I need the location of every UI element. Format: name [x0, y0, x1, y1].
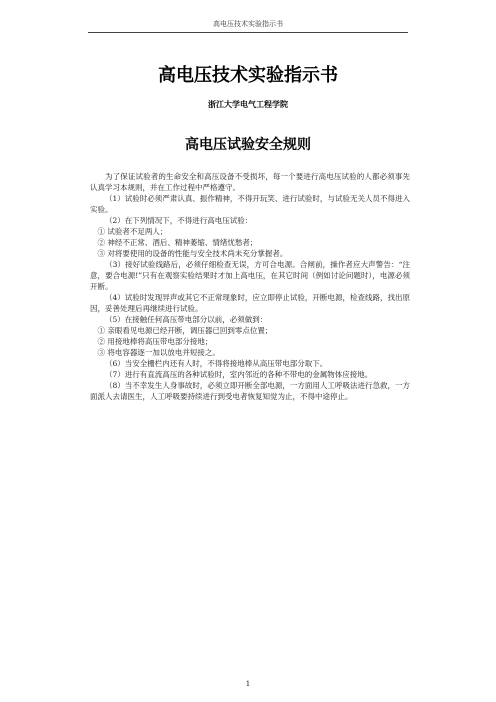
rule-5-item-2: ② 用接地棒将高压带电部分接地； [97, 337, 213, 346]
document-title: 高电压技术实验指示书 [158, 65, 338, 86]
rule-4-paragraph: （4）试验时发现异声或其它不正常现象时，应立即停止试验，开断电源，检查线路，找出原因，妥善处理后再继续进行试验。 [90, 293, 410, 313]
rule-2-item-3: ③ 对将要使用的设备的性能与安全技术尚未充分掌握者。 [97, 249, 288, 258]
section-title: 高电压试验安全规则 [185, 137, 311, 153]
body-text [90, 171, 410, 402]
rule-1-paragraph: （1）试验时必须严肃认真、振作精神，不得开玩笑、进行试验时，与试验无关人员不得进入实验。 [90, 194, 410, 214]
rule-6-paragraph: （6）当安全栅栏内还有人时，不得将接地棒从高压带电部分取下。 [105, 359, 328, 368]
rule-2-paragraph: （2）在下列情况下，不得进行高电压试验： [105, 216, 253, 225]
rule-5-paragraph: （5）在接触任何高压带电部分以前，必须做到： [105, 315, 268, 324]
rule-5-item-1: ① 亲眼看见电源已经开断，调压器已回到零点位置； [97, 326, 273, 335]
rule-2-item-2: ② 神经不正常、酒后、精神萎缩、情绪忧愁者； [97, 238, 258, 247]
affiliation: 浙江大学电气工程学院 [208, 100, 288, 109]
rule-3-paragraph: （3）接好试验线路后，必须仔细检查无误，方可合电源。合闸前，操作者应大声警告：“注意，要合电源!”只有在观察实验结果时才加上高电压，在其它时间（例如讨论问题时），电源必须开断。 [90, 260, 410, 291]
rule-5-item-3: ③ 将电容器逐一加以放电并短接之。 [97, 348, 220, 357]
rule-7-paragraph: （7）进行有直流高压的各种试验时，室内邻近的各种不带电的金属物体应接地。 [105, 370, 373, 379]
page-number: 1 [245, 680, 251, 688]
header-rule [88, 32, 408, 33]
rule-8-paragraph: （8）当不幸发生人身事故时，必须立即开断全部电源，一方面用人工呼吸法进行急救，一方面派人去请医生，人工呼吸要持续进行到受电者恢复知觉为止，不得中途停止。 [90, 381, 410, 401]
running-header: 高电压技术实验指示书 [213, 20, 283, 28]
rule-2-item-1: ① 试验者不足两人； [97, 227, 168, 236]
intro-paragraph: 为了保证试验者的生命安全和高压设备不受损坏，每一个要进行高电压试验的人都必须事先认真学习本规则，并在工作过程中严格遵守。 [90, 172, 410, 192]
